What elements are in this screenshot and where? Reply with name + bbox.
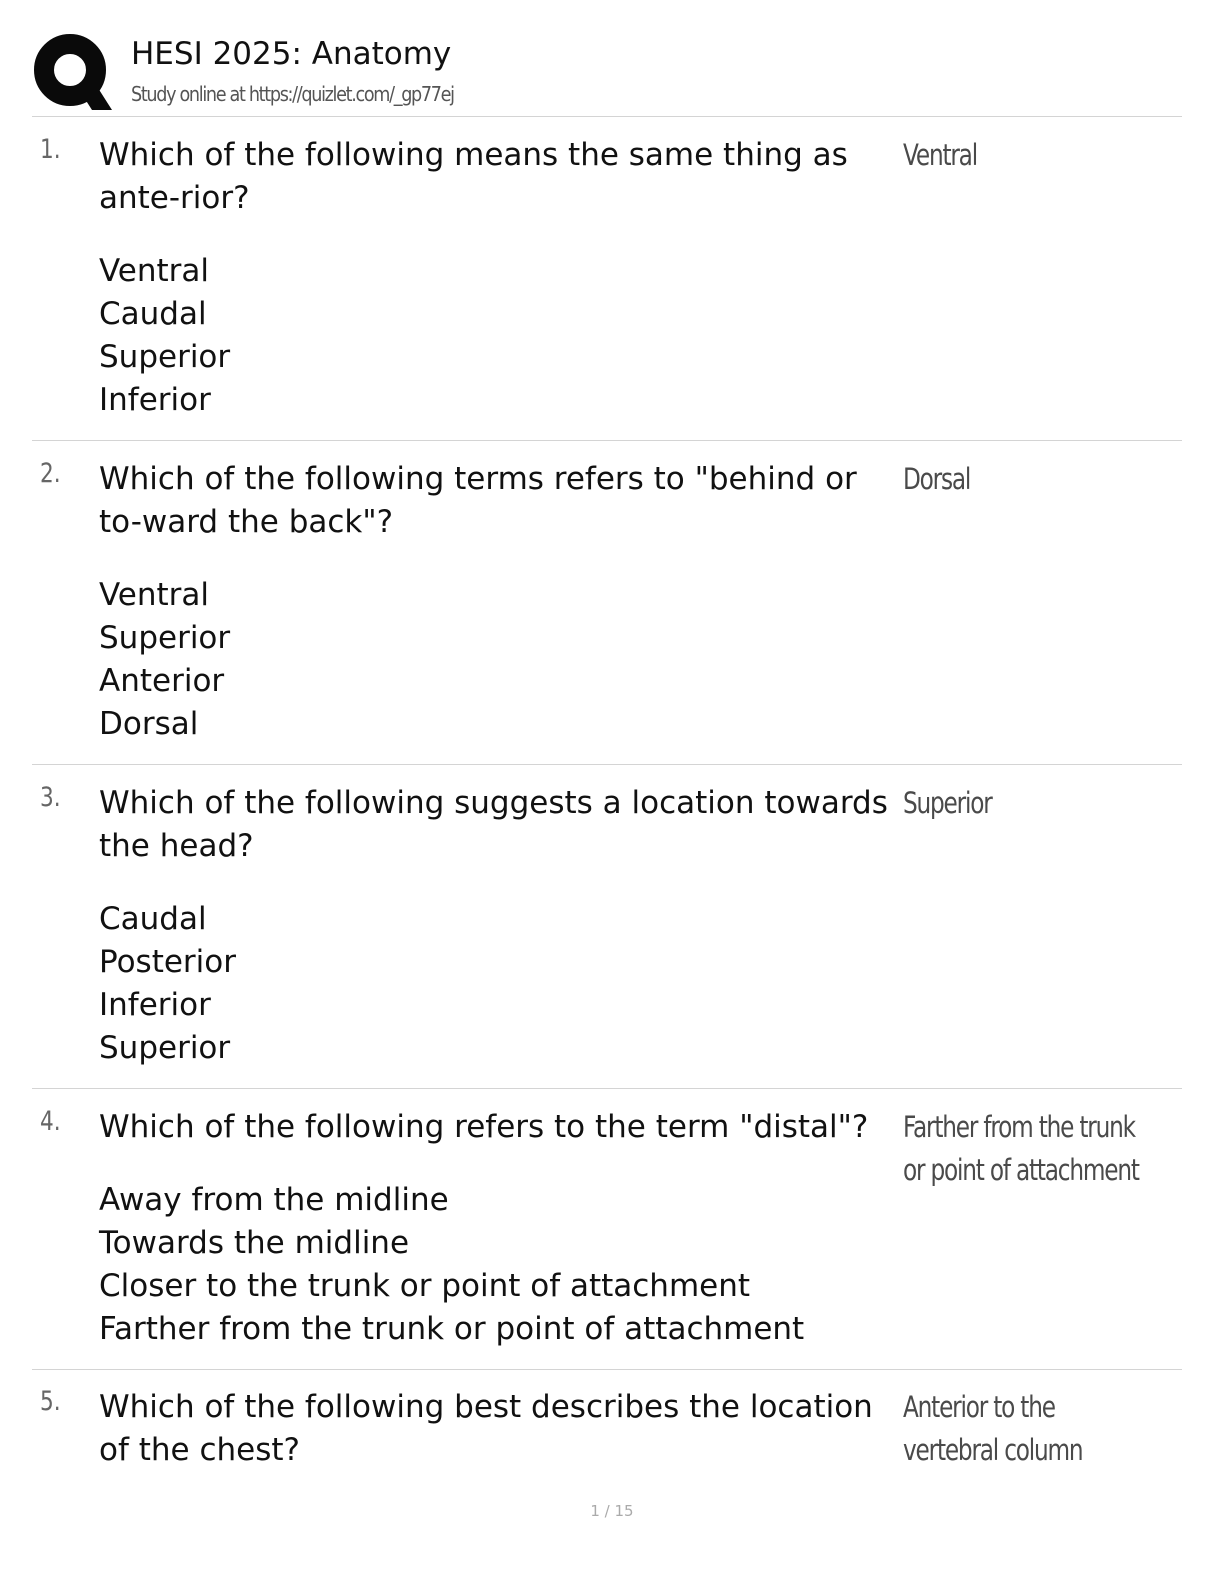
question-text: Which of the following suggests a location towards the head? (99, 785, 888, 864)
question-number: 1. (40, 134, 61, 165)
header-divider (32, 116, 1182, 117)
choice-item: Ventral (99, 577, 210, 613)
question-card (32, 782, 1182, 1089)
choice-item: Inferior (99, 987, 211, 1023)
question-number: 3. (40, 782, 61, 813)
choice-list (99, 250, 230, 422)
question-card (32, 1106, 1182, 1370)
question-number: 5. (40, 1386, 61, 1417)
choice-item: Closer to the trunk or point of attachment (99, 1268, 751, 1304)
question-text: Which of the following means the same thing as ante-rior? (99, 137, 848, 216)
question-text: Which of the following refers to the term "distal"? (99, 1109, 869, 1145)
question-card (32, 134, 1182, 441)
choice-item: Caudal (99, 901, 207, 937)
choice-item: Ventral (99, 253, 210, 289)
page-title: HESI 2025: Anatomy (131, 36, 452, 72)
choice-item: Towards the midline (99, 1225, 410, 1261)
choice-item: Away from the midline (99, 1182, 449, 1218)
page-header (32, 30, 1182, 118)
question-text: Which of the following terms refers to "behind or to-ward the back"? (99, 461, 857, 540)
answer-text (903, 1106, 1139, 1192)
choice-item: Superior (99, 620, 231, 656)
question-card (32, 458, 1182, 765)
choice-item: Dorsal (99, 706, 199, 742)
choice-list (99, 1179, 804, 1351)
answer-text-line: Farther from the trunk or point of attachment (903, 1110, 1139, 1187)
choice-list (99, 574, 230, 746)
choice-item: Posterior (99, 944, 237, 980)
question-text: Which of the following best describes the location of the chest? (99, 1389, 873, 1468)
answer-text (903, 1386, 1135, 1472)
quizlet-logo-icon (32, 32, 112, 112)
choice-item: Superior (99, 339, 231, 375)
question-number: 2. (40, 458, 61, 489)
choice-item: Anterior (99, 663, 225, 699)
question-card (32, 1386, 1182, 1476)
choice-item: Caudal (99, 296, 207, 332)
choice-item: Superior (99, 1030, 231, 1066)
study-online-link[interactable]: Study online at https://quizlet.com/_gp77ej (131, 82, 454, 106)
page-number: 1 / 15 (590, 1502, 634, 1520)
question-number: 4. (40, 1106, 61, 1137)
choice-list (99, 898, 236, 1070)
choice-item: Farther from the trunk or point of attachment (99, 1311, 805, 1347)
answer-text: Ventral (903, 138, 977, 172)
answer-text: Superior (903, 786, 992, 820)
choice-item: Inferior (99, 382, 211, 418)
answer-text: Dorsal (903, 462, 971, 496)
answer-text-line: Anterior to the vertebral column (903, 1390, 1083, 1467)
